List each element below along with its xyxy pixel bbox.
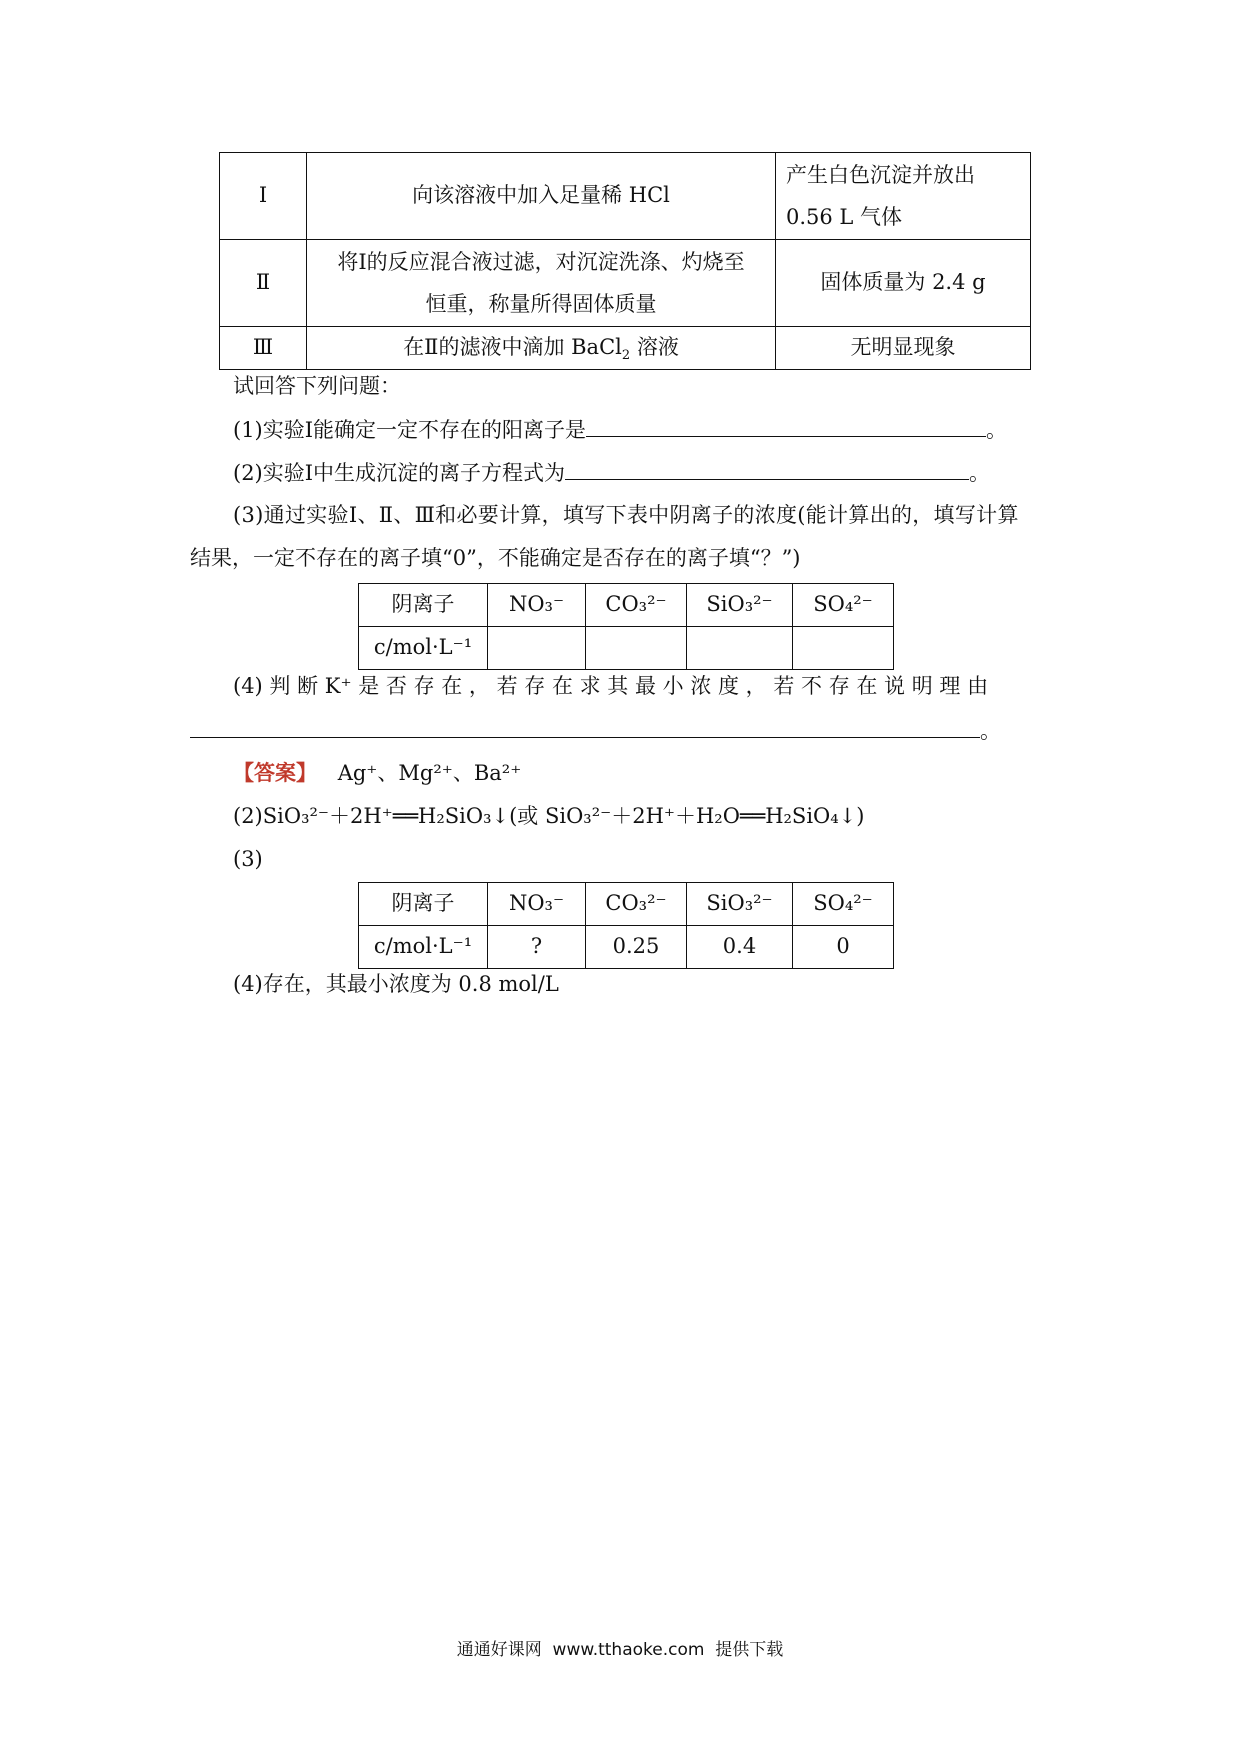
procedure-cell: 向该溶液中加入足量稀 HCl bbox=[307, 153, 776, 240]
end-mark: 。 bbox=[986, 418, 1008, 442]
answer-blank-4 bbox=[190, 715, 980, 738]
procedure-text: 在Ⅱ的滤液中滴加 BaCl bbox=[403, 335, 622, 360]
header-cell: 阴离子 bbox=[359, 883, 488, 926]
answer-2: (2)SiO₃²⁻＋2H⁺══H₂SiO₃↓(或 SiO₃²⁻＋2H⁺＋H₂O══H₂SiO₄↓) bbox=[233, 804, 865, 828]
answer-cell: ? bbox=[488, 926, 586, 969]
row-label-cell: c/mol·L⁻¹ bbox=[359, 627, 488, 670]
procedure-line: 将Ⅰ的反应混合液过滤，对沉淀洗涤、灼烧至 bbox=[337, 250, 745, 274]
procedure-cell bbox=[307, 240, 776, 327]
ion-cell: CO₃²⁻ bbox=[586, 584, 687, 627]
row-label-cell: c/mol·L⁻¹ bbox=[359, 926, 488, 969]
question-3-line-1: (3)通过实验Ⅰ、Ⅱ、Ⅲ和必要计算，填写下表中阴离子的浓度(能计算出的，填写计算 bbox=[233, 503, 1019, 527]
ion-cell: SO₄²⁻ bbox=[793, 584, 894, 627]
procedure-cell bbox=[307, 327, 776, 370]
ion-cell: SiO₃²⁻ bbox=[687, 584, 793, 627]
blank-cell bbox=[793, 627, 894, 670]
answer-cell: 0.25 bbox=[586, 926, 687, 969]
ion-cell: SO₄²⁻ bbox=[793, 883, 894, 926]
answer-line-1 bbox=[233, 758, 521, 788]
question-1-text: (1)实验Ⅰ能确定一定不存在的阳离子是 bbox=[233, 418, 587, 442]
procedure-line: 恒重，称量所得固体质量 bbox=[425, 292, 657, 316]
question-4-blank-line bbox=[190, 715, 1001, 746]
blank-cell bbox=[687, 627, 793, 670]
ion-cell: NO₃⁻ bbox=[488, 883, 586, 926]
answer-cell: 0.4 bbox=[687, 926, 793, 969]
result-line: 产生白色沉淀并放出 bbox=[786, 163, 975, 187]
row-id: Ⅰ bbox=[220, 153, 307, 240]
answer-4: (4)存在，其最小浓度为 0.8 mol/L bbox=[233, 972, 559, 996]
ion-table-blank bbox=[358, 583, 894, 670]
question-4: (4) 判 断 K⁺ 是 否 存 在 ， 若 存 在 求 其 最 小 浓 度 ， 若 不 存 在 说 明 理 由 bbox=[233, 674, 989, 698]
blank-cell bbox=[488, 627, 586, 670]
answer-3-label: (3) bbox=[233, 847, 263, 871]
answer-blank-2 bbox=[565, 457, 969, 480]
ion-cell: SiO₃²⁻ bbox=[687, 883, 793, 926]
result-cell: 无明显现象 bbox=[776, 327, 1031, 370]
answer-label: 【答案】 bbox=[233, 760, 317, 785]
result-cell: 固体质量为 2.4 g bbox=[776, 240, 1031, 327]
ion-cell: NO₃⁻ bbox=[488, 584, 586, 627]
result-cell bbox=[776, 153, 1031, 240]
blank-cell bbox=[586, 627, 687, 670]
end-mark: 。 bbox=[969, 461, 991, 485]
result-line: 0.56 L 气体 bbox=[786, 205, 903, 229]
question-3-line-2: 结果，一定不存在的离子填“0”，不能确定是否存在的离子填“？”) bbox=[190, 546, 801, 570]
procedure-text: 溶液 bbox=[630, 335, 679, 360]
ion-cell: CO₃²⁻ bbox=[586, 883, 687, 926]
row-id: Ⅱ bbox=[220, 240, 307, 327]
row-id: Ⅲ bbox=[220, 327, 307, 370]
page-footer: 通通好课网 www.tthaoke.com 提供下载 bbox=[456, 1640, 784, 1660]
answer-cell: 0 bbox=[793, 926, 894, 969]
answer-blank-1 bbox=[586, 414, 986, 437]
ion-table-answers bbox=[358, 882, 894, 969]
experiment-table bbox=[219, 152, 1031, 370]
question-2 bbox=[233, 457, 990, 488]
subscript: 2 bbox=[621, 348, 631, 364]
header-cell: 阴离子 bbox=[359, 584, 488, 627]
questions-intro: 试回答下列问题： bbox=[233, 374, 401, 398]
end-mark: 。 bbox=[980, 719, 1001, 743]
answer-1: Ag⁺、Mg²⁺、Ba²⁺ bbox=[337, 761, 522, 785]
question-1 bbox=[233, 414, 1007, 445]
question-2-text: (2)实验Ⅰ中生成沉淀的离子方程式为 bbox=[233, 461, 566, 485]
